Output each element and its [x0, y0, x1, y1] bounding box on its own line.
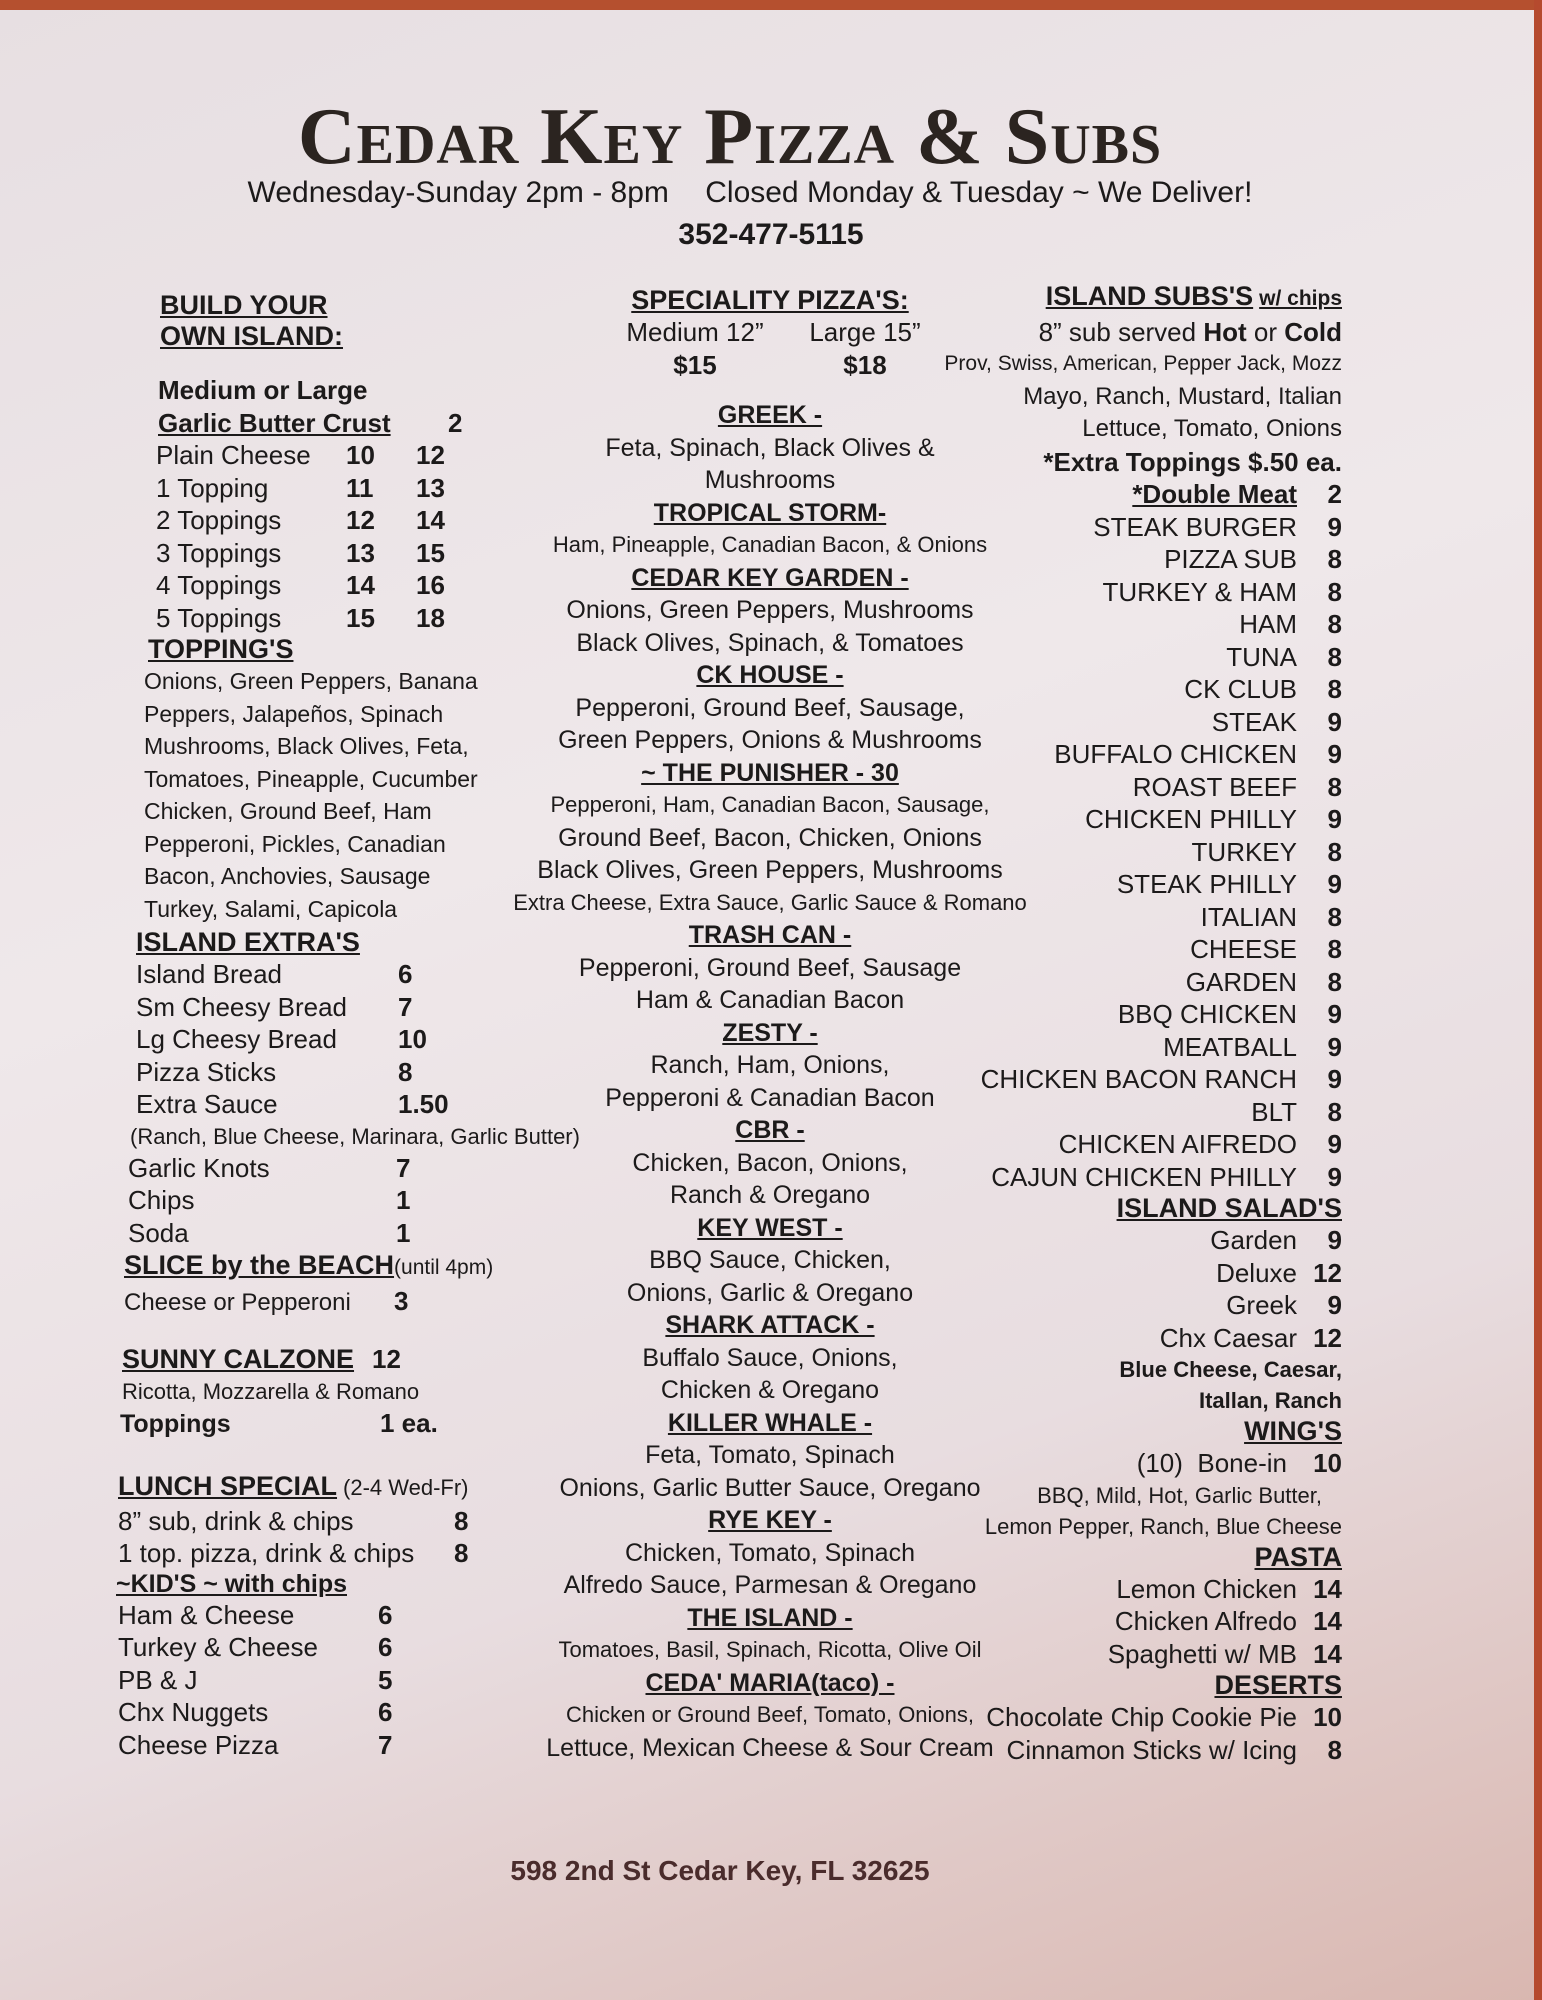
sub-row	[842, 608, 1342, 641]
pizza-ingredients: Ham, Pineapple, Canadian Bacon, & Onions	[552, 532, 988, 557]
topping-line: Onions, Green Peppers, Banana	[144, 668, 478, 694]
pizza-ingredients: Pepperoni & Canadian Bacon	[605, 1083, 935, 1112]
calzone-toppings-price: 1 ea.	[380, 1407, 438, 1438]
sub-row	[842, 1128, 1342, 1161]
sub-price: 9	[1327, 1031, 1342, 1062]
pasta-name: Spaghetti w/ MB	[1107, 1638, 1297, 1669]
sub-name: CK CLUB	[1184, 674, 1297, 704]
sub-row	[842, 933, 1342, 966]
sub-row	[842, 771, 1342, 804]
subs-heading-row	[842, 280, 1342, 316]
extra-price: 8	[398, 1056, 413, 1087]
pizza-ingredients: BBQ Sauce, Chicken,	[649, 1246, 891, 1274]
pizza-ingredients: Feta, Tomato, Spinach	[645, 1441, 895, 1469]
pasta-row	[842, 1573, 1342, 1606]
sub-price: 9	[1327, 511, 1342, 542]
desert-row	[842, 1734, 1342, 1767]
sub-row	[842, 868, 1342, 901]
pizza-ingredients: Ground Beef, Bacon, Chicken, Onions	[558, 823, 982, 852]
sub-row	[842, 641, 1342, 674]
salad-name: Greek	[1226, 1290, 1297, 1320]
pizza-ingredients: Chicken, Tomato, Spinach	[625, 1538, 915, 1567]
extras-heading: ISLAND EXTRA'S	[136, 927, 360, 957]
sub-price: 9	[1327, 1064, 1342, 1094]
kids-price: 6	[378, 1697, 393, 1727]
pizza-ingredients: Pepperoni, Ground Beef, Sausage	[578, 953, 962, 982]
hours-open: Wednesday-Sunday 2pm - 8pm	[247, 176, 669, 209]
photo-edge-right	[1534, 0, 1542, 2000]
sub-price: 8	[1327, 674, 1342, 704]
sub-row	[842, 738, 1342, 771]
pasta-name: Lemon Chicken	[1116, 1573, 1297, 1604]
lunch-name: 8” sub, drink & chips	[118, 1505, 354, 1536]
build-large-price: 16	[416, 570, 445, 600]
pizza-ingredients: Onions, Garlic & Oregano	[626, 1278, 914, 1307]
subs-info-line: Prov, Swiss, American, Pepper Jack, Mozz	[944, 352, 1342, 375]
calzone-toppings-label: Toppings	[120, 1409, 231, 1438]
pasta-row	[842, 1638, 1342, 1671]
extra-toppings: *Extra Toppings $.50 ea.	[1043, 446, 1342, 477]
sub-name: GARDEN	[1185, 966, 1297, 997]
pizza-ingredients: Pepperoni, Ham, Canadian Bacon, Sausage,	[550, 792, 990, 817]
build-large-price: 13	[416, 472, 445, 503]
build-item-name: 2 Toppings	[156, 505, 282, 535]
pizza-name: CK HOUSE -	[696, 661, 844, 689]
served-or: or	[1246, 316, 1285, 347]
salad-price: 12	[1313, 1322, 1342, 1353]
double-meat-label: *Double Meat	[1132, 479, 1297, 509]
topping-line: Turkey, Salami, Capicola	[144, 895, 398, 922]
restaurant-address: 598 2nd St Cedar Key, FL 32625	[510, 1855, 930, 1886]
pizza-name: CBR -	[735, 1116, 805, 1144]
salad-row	[842, 1224, 1342, 1257]
sub-name: BBQ CHICKEN	[1117, 999, 1297, 1029]
extra-name: Lg Cheesy Bread	[136, 1024, 337, 1054]
salad-dressings-2: Itallan, Ranch	[1198, 1388, 1342, 1413]
sub-name: STEAK BURGER	[1093, 511, 1297, 542]
build-item-name: 4 Toppings	[156, 570, 282, 600]
slice-item: Cheese or Pepperoni	[124, 1288, 351, 1316]
extra-price: 1	[396, 1185, 411, 1215]
salad-dressings-1: Blue Cheese, Caesar,	[1119, 1357, 1342, 1382]
wings-heading: WING'S	[1244, 1416, 1342, 1446]
extra-name: Extra Sauce	[136, 1089, 278, 1119]
salads-list	[842, 1224, 1342, 1354]
lunch-name: 1 top. pizza, drink & chips	[118, 1538, 415, 1568]
kids-price: 6	[378, 1599, 393, 1630]
sub-price: 9	[1327, 739, 1342, 769]
pasta-price: 14	[1313, 1606, 1342, 1636]
pasta-row	[842, 1605, 1342, 1638]
subs-served	[842, 316, 1342, 349]
sub-row	[842, 803, 1342, 836]
sub-name: TURKEY	[1191, 836, 1297, 867]
sub-row	[842, 673, 1342, 706]
build-large-price: 15	[416, 537, 445, 568]
sub-row	[842, 511, 1342, 544]
topping-line: Tomatoes, Pineapple, Cucumber	[144, 765, 478, 792]
sub-name: STEAK PHILLY	[1116, 869, 1297, 899]
size-label: Medium or Large	[158, 375, 368, 405]
salad-name: Chx Caesar	[1159, 1322, 1297, 1353]
sub-row	[842, 1096, 1342, 1129]
extra-name: Chips	[128, 1185, 195, 1215]
salad-name: Garden	[1210, 1225, 1297, 1255]
extra-price: 7	[398, 991, 413, 1022]
sub-name: ITALIAN	[1200, 901, 1297, 932]
pizza-name: THE ISLAND -	[687, 1603, 853, 1632]
extra-name: Island Bread	[136, 959, 282, 989]
sub-row	[842, 836, 1342, 869]
topping-line: Mushrooms, Black Olives, Feta,	[144, 733, 469, 759]
sub-row	[842, 998, 1342, 1031]
sub-name: TUNA	[1226, 641, 1297, 672]
pizza-name: ZESTY -	[722, 1018, 818, 1047]
subs-list	[842, 511, 1342, 1194]
sub-price: 8	[1327, 901, 1342, 932]
sub-name: MEATBALL	[1163, 1031, 1297, 1062]
pizza-name: CEDA' MARIA(taco) -	[645, 1668, 895, 1697]
topping-line: Chicken, Ground Beef, Ham	[144, 798, 432, 824]
sub-price: 9	[1327, 869, 1342, 899]
kids-name: Cheese Pizza	[118, 1729, 279, 1760]
slice-price: 3	[394, 1285, 409, 1316]
sub-row	[842, 1161, 1342, 1194]
lunch-heading: LUNCH SPECIAL	[118, 1471, 338, 1501]
double-meat-price: 2	[1327, 479, 1342, 509]
sub-name: CHEESE	[1190, 934, 1297, 964]
extra-name: Pizza Sticks	[136, 1056, 277, 1087]
sub-row	[842, 576, 1342, 609]
salads-heading: ISLAND SALAD'S	[1116, 1193, 1342, 1223]
pizza-ingredients: Black Olives, Green Peppers, Mushrooms	[537, 856, 1003, 884]
photo-edge-top	[0, 0, 1542, 10]
pizza-ingredients: Alfredo Sauce, Parmesan & Oregano	[563, 1571, 977, 1599]
sub-name: STEAK	[1211, 706, 1297, 737]
sub-name: CAJUN CHICKEN PHILLY	[991, 1161, 1297, 1192]
crust-price: 2	[448, 407, 463, 438]
wings-item: (10) Bone-in	[1136, 1448, 1287, 1478]
pizza-ingredients: Ranch, Ham, Onions,	[650, 1051, 890, 1079]
subs-info-line: Mayo, Ranch, Mustard, Italian	[1023, 382, 1342, 410]
sub-price: 8	[1327, 771, 1342, 802]
salad-row	[842, 1289, 1342, 1322]
pizza-ingredients: Chicken, Bacon, Onions,	[632, 1148, 908, 1177]
pizza-ingredients: Buffalo Sauce, Onions,	[642, 1343, 898, 1372]
subs-heading-note: w/ chips	[1259, 287, 1342, 310]
extra-name: Soda	[128, 1217, 189, 1248]
topping-line: Peppers, Jalapeños, Spinach	[144, 700, 444, 727]
pasta-price: 14	[1313, 1638, 1342, 1669]
pizza-ingredients: Green Peppers, Onions & Mushrooms	[558, 726, 982, 754]
kids-name: Turkey & Cheese	[118, 1632, 318, 1662]
salad-name: Deluxe	[1216, 1257, 1297, 1288]
sub-price: 9	[1327, 1129, 1342, 1159]
sub-name: BUFFALO CHICKEN	[1054, 739, 1297, 769]
build-medium-price: 10	[346, 440, 375, 470]
pizza-name: TRASH CAN -	[688, 921, 852, 949]
sub-row	[842, 543, 1342, 576]
sub-price: 8	[1327, 576, 1342, 607]
extra-price: 1	[396, 1217, 411, 1248]
extra-price: 7	[396, 1152, 411, 1183]
pizza-ingredients: Onions, Green Peppers, Mushrooms	[566, 596, 974, 624]
kids-price: 5	[378, 1664, 393, 1695]
pizza-name: ~ THE PUNISHER - 30	[641, 758, 899, 787]
specialty-heading: SPECIALITY PIZZA'S:	[631, 285, 909, 315]
desert-name: Cinnamon Sticks w/ Icing	[1006, 1734, 1297, 1765]
sauce-note: (Ranch, Blue Cheese, Marinara, Garlic Butter)	[130, 1123, 580, 1149]
build-large-price: 14	[416, 505, 445, 535]
hours-line	[0, 176, 1500, 210]
restaurant-title: Cedar Key Pizza & Subs	[297, 93, 1163, 181]
extra-price: 6	[398, 959, 413, 989]
sub-name: CHICKEN AIFREDO	[1058, 1129, 1297, 1159]
build-item-name: 3 Toppings	[156, 537, 282, 568]
pasta-heading: PASTA	[1254, 1541, 1342, 1572]
subs-info-line: Lettuce, Tomato, Onions	[1082, 415, 1342, 442]
sub-name: PIZZA SUB	[1164, 544, 1297, 574]
extra-price: 1.50	[398, 1089, 449, 1119]
pasta-list	[842, 1573, 1342, 1671]
salad-price: 12	[1313, 1257, 1342, 1288]
pizza-ingredients: Pepperoni, Ground Beef, Sausage,	[575, 693, 965, 722]
subs-info	[842, 348, 1342, 446]
build-medium-price: 13	[346, 537, 375, 568]
sub-price: 8	[1327, 1096, 1342, 1127]
deserts-list	[842, 1701, 1342, 1766]
pizza-name: TROPICAL STORM-	[653, 498, 887, 527]
kids-name: Ham & Cheese	[118, 1599, 295, 1630]
pizza-name: CEDAR KEY GARDEN -	[631, 563, 909, 592]
build-medium-price: 14	[346, 570, 375, 600]
phone-number[interactable]: 352-477-5115	[678, 218, 864, 251]
wings-price: 10	[1313, 1448, 1342, 1478]
build-medium-price: 12	[346, 505, 375, 535]
pizza-ingredients: Ranch & Oregano	[669, 1181, 871, 1209]
sub-price: 8	[1327, 641, 1342, 672]
sub-price: 8	[1327, 609, 1342, 639]
pizza-ingredients: Tomatoes, Basil, Spinach, Ricotta, Olive Oil	[558, 1637, 982, 1662]
hours-closed: Closed Monday & Tuesday ~ We Deliver!	[705, 176, 1253, 209]
right-column	[842, 280, 1342, 1766]
build-medium-price: 15	[346, 602, 375, 633]
sub-name: CHICKEN PHILLY	[1085, 804, 1297, 834]
extra-name: Sm Cheesy Bread	[136, 991, 347, 1022]
lunch-note: (2-4 Wed-Fr)	[343, 1475, 469, 1500]
sub-price: 8	[1327, 544, 1342, 574]
toppings-heading: TOPPING'S	[148, 634, 294, 664]
sub-price: 9	[1327, 1161, 1342, 1192]
kids-heading: ~KID'S ~ with chips	[116, 1569, 347, 1598]
pizza-ingredients: Ham & Canadian Bacon	[635, 986, 905, 1014]
build-item-name: Plain Cheese	[156, 440, 311, 470]
kids-price: 6	[378, 1632, 393, 1662]
large-price: $18	[843, 349, 887, 380]
large-size-label: Large 15”	[809, 317, 921, 347]
sub-price: 8	[1327, 836, 1342, 867]
double-meat-row	[842, 478, 1342, 511]
wings-flavors-2: Lemon Pepper, Ranch, Blue Cheese	[984, 1513, 1342, 1539]
calzone-price: 12	[372, 1344, 401, 1374]
sub-price: 8	[1327, 934, 1342, 964]
build-item-name: 5 Toppings	[156, 602, 282, 633]
slice-heading: SLICE by the BEACH	[124, 1250, 395, 1280]
build-item-name: 1 Topping	[156, 472, 269, 503]
desert-price: 10	[1313, 1702, 1342, 1732]
pizza-ingredients: Chicken or Ground Beef, Tomato, Onions,	[565, 1702, 975, 1727]
served-text: 8” sub served	[1038, 316, 1204, 347]
build-large-price: 18	[416, 602, 445, 633]
build-heading-2: OWN ISLAND:	[160, 321, 343, 351]
pizza-name: GREEK -	[717, 401, 823, 429]
calzone-desc: Ricotta, Mozzarella & Romano	[122, 1378, 420, 1404]
pizza-ingredients: Extra Cheese, Extra Sauce, Garlic Sauce & Romano	[513, 889, 1027, 915]
subs-heading: ISLAND SUBS'S	[1045, 281, 1254, 311]
sub-row	[842, 1063, 1342, 1096]
sub-name: ROAST BEEF	[1132, 771, 1297, 802]
pasta-name: Chicken Alfredo	[1114, 1606, 1297, 1636]
kids-price: 7	[378, 1729, 393, 1760]
lunch-price: 8	[454, 1538, 469, 1568]
desert-name: Chocolate Chip Cookie Pie	[986, 1702, 1297, 1732]
pizza-ingredients: Mushrooms	[704, 466, 836, 494]
desert-row	[842, 1701, 1342, 1734]
build-medium-price: 11	[346, 472, 374, 503]
medium-price: $15	[673, 349, 717, 380]
extra-name: Garlic Knots	[128, 1152, 270, 1183]
wings-row	[842, 1447, 1342, 1480]
extra-price: 10	[398, 1024, 427, 1054]
sub-name: HAM	[1239, 609, 1297, 639]
sub-price: 8	[1327, 966, 1342, 997]
pizza-name: SHARK ATTACK -	[665, 1311, 875, 1339]
pizza-name: KEY WEST -	[697, 1213, 843, 1242]
salad-price: 9	[1327, 1225, 1342, 1255]
pasta-price: 14	[1313, 1573, 1342, 1604]
crust-label: Garlic Butter Crust	[158, 407, 391, 438]
served-cold: Cold	[1284, 316, 1342, 347]
salad-price: 9	[1327, 1290, 1342, 1320]
lunch-price: 8	[454, 1505, 469, 1536]
wings-flavors-1: BBQ, Mild, Hot, Garlic Butter,	[1037, 1482, 1322, 1508]
pizza-name: RYE KEY -	[708, 1506, 832, 1534]
topping-line: Bacon, Anchovies, Sausage	[144, 863, 431, 889]
slice-note: (until 4pm)	[394, 1256, 494, 1279]
salad-row	[842, 1257, 1342, 1290]
pizza-ingredients: Black Olives, Spinach, & Tomatoes	[576, 628, 964, 657]
sub-price: 9	[1327, 804, 1342, 834]
pizza-ingredients: Lettuce, Mexican Cheese & Sour Cream	[546, 1733, 994, 1762]
build-large-price: 12	[416, 440, 445, 470]
sub-row	[842, 706, 1342, 739]
sub-row	[842, 1031, 1342, 1064]
sub-name: TURKEY & HAM	[1102, 576, 1297, 607]
kids-name: PB & J	[118, 1664, 198, 1695]
sub-name: BLT	[1251, 1096, 1297, 1127]
build-heading-1: BUILD YOUR	[160, 290, 328, 320]
desert-price: 8	[1327, 1734, 1342, 1765]
pizza-ingredients: Onions, Garlic Butter Sauce, Oregano	[559, 1473, 981, 1502]
medium-size-label: Medium 12”	[626, 317, 764, 347]
pizza-ingredients: Chicken & Oregano	[660, 1376, 880, 1404]
topping-line: Pepperoni, Pickles, Canadian	[144, 830, 446, 857]
sub-name: CHICKEN BACON RANCH	[980, 1064, 1297, 1094]
kids-name: Chx Nuggets	[118, 1697, 269, 1727]
served-hot: Hot	[1203, 316, 1247, 347]
pizza-ingredients: Feta, Spinach, Black Olives &	[605, 433, 935, 462]
sub-row	[842, 901, 1342, 934]
deserts-heading: DESERTS	[1214, 1670, 1342, 1700]
pizza-name: KILLER WHALE -	[667, 1408, 873, 1437]
sub-price: 9	[1327, 706, 1342, 737]
calzone-heading: SUNNY CALZONE	[122, 1344, 355, 1374]
sub-row	[842, 966, 1342, 999]
salad-row	[842, 1322, 1342, 1355]
sub-price: 9	[1327, 999, 1342, 1029]
